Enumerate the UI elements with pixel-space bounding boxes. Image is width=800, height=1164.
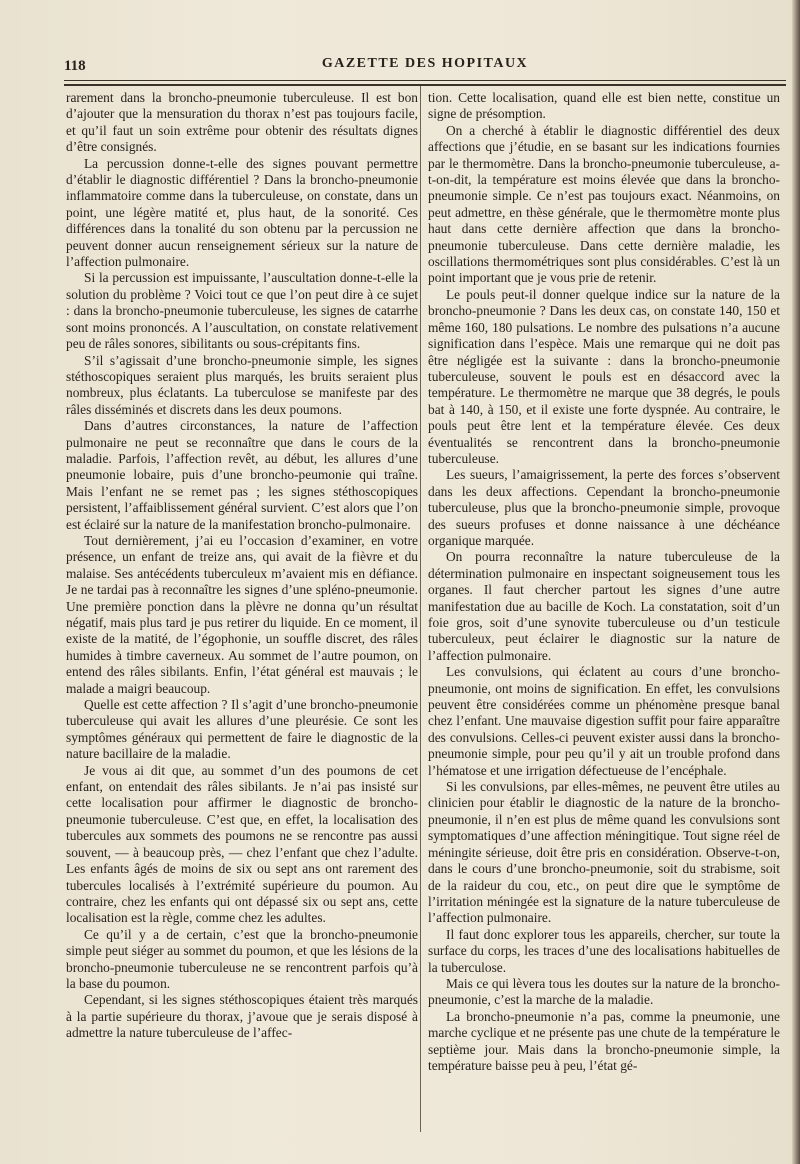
right-paragraph-5: On pourra reconnaître la nature tuberculeuse de la détermination pulmonaire en inspectant soigneusement tous les organes. Il faut chercher partout les signes d’une autre manifestation due au bacille de Koch. La constatation, soit d’un foie gros, soit d’une synovite tuberculeuse ou d’un testicule tuberculeux, peut éclairer le diagnostic sur la nature de l’affection pulmonaire. [428, 549, 780, 663]
left-paragraph-6: Tout dernièrement, j’ai eu l’occasion d’examiner, en votre présence, un enfant de treize ans, qui avait de la fièvre et du malaise. Ses antécédents tuberculeux m’avaient mis en défiance. Je ne tardai pas à reconnaître les signes d’une spléno-pneumonie. Une première ponction dans la plèvre ne donna qu’un résultat négatif, mais plus tard je pus retirer du liquide. En ce moment, il existe de la matité, de l’égophonie, un souffle discret, des râles humides à timbre caverneux. Au sommet de l’autre poumon, on entend des râles sibilants. Enfin, l’état général est mauvais ; le malade a maigri beaucoup. [66, 532, 418, 696]
left-column [66, 90, 418, 1130]
left-paragraph-1: rarement dans la broncho-pneumonie tuberculeuse. Il est bon d’ajouter que la mensuration du thorax n’est pas toujours facile, et qu’il faut un soin extrême pour obtenir des résultats dignes d’être consignés. [66, 90, 418, 155]
right-paragraph-10: La broncho-pneumonie n’a pas, comme la pneumonie, une marche cyclique et ne présente pas une chute de la température le septième jour. Mais dans la broncho-pneumonie simple, la température baisse peu à peu, l’état gé- [428, 1008, 780, 1073]
right-paragraph-8: Il faut donc explorer tous les appareils, chercher, sur toute la surface du corps, les traces d’une des localisations habituelles de la tuberculose. [428, 926, 780, 975]
left-paragraph-10: Cependant, si les signes stéthoscopiques étaient très marqués à la partie supérieure du thorax, j’avoue que je serais disposé à admettre la nature tuberculeuse de l’affec- [66, 992, 418, 1041]
right-paragraph-3: Le pouls peut-il donner quelque indice sur la nature de la broncho-pneumonie ? Dans les deux cas, on constate 140, 150 et même 160, 180 pulsations. Le nombre des pulsations n’a aucune signification dans l’espèce. Mais une remarque qui ne doit pas être négligée est la suivante : dans la broncho-pneumonie tuberculeuse, souvent le pouls est en désaccord avec la température. Le thermomètre ne marque que 38 degrés, le pouls bat à 140, à 150, et il existe une forte dyspnée. Au contraire, le pouls peut être lent et la température élevée. Ces deux éventualités se rencontrent dans la broncho-pneumonie tuberculeuse. [428, 286, 780, 466]
left-paragraph-8: Je vous ai dit que, au sommet d’un des poumons de cet enfant, on entendait des râles sibilants. Je n’ai pas insisté sur cette localisation pour affirmer le diagnostic de broncho-pneumonie tuberculeuse. C’est que, en effet, la localisation des tubercules aux sommets des poumons ne se rencontre pas aussi souvent, — à beaucoup près, — chez l’enfant que chez l’adulte. Les enfants âgés de moins de six ou sept ans ont rarement des tubercules localisés à l’extrémité supérieure du poumon. Au contraire, chez les enfants qui ont dépassé six ou sept ans, cette localisation est la règle, comme chez les adultes. [66, 762, 418, 926]
right-paragraph-1: tion. Cette localisation, quand elle est bien nette, constitue un signe de présomption. [428, 90, 780, 122]
right-paragraph-9: Mais ce qui lèvera tous les doutes sur la nature de la broncho-pneumonie, c’est la marche de la maladie. [428, 975, 780, 1008]
right-paragraph-7: Si les convulsions, par elles-mêmes, ne peuvent être utiles au clinicien pour établir le diagnostic de la nature de la broncho-pneumonie, il n’en est plus de même quand les convulsions sont symptomatiques d’une affection méningitique. Tout signe réel de méningite sérieuse, doit être pris en considération. Observe-t-on, dans le cours d’une broncho-pneumonie, soit du strabisme, soit de la raideur du cou, etc., on peut dire que le symptôme de l’irritation méningée est la signature de la nature tuberculeuse de l’affection pulmonaire. [428, 779, 780, 926]
right-paragraph-6: Les convulsions, qui éclatent au cours d’une broncho-pneumonie, ont moins de signification. En effet, les convulsions peuvent être considérées comme un phénomène presque banal chez l’enfant. Une mauvaise digestion suffit pour faire apparaître des convulsions. Celles-ci peuvent exister aussi dans la broncho-pneumonie simple, pour peu qu’il y ait un trouble profond dans l’hématose et une irrigation défectueuse de l’encéphale. [428, 664, 780, 778]
page-header [64, 54, 786, 78]
right-column [428, 90, 780, 1130]
right-paragraph-4: Les sueurs, l’amaigrissement, la perte des forces s’observent dans les deux affections. Cependant la broncho-pneumonie tuberculeuse, plus que la broncho-pneumonie simple, provoque des sueurs profuses et donne naissance à une déchéance organique marquée. [428, 467, 780, 548]
left-paragraph-7: Quelle est cette affection ? Il s’agit d’une broncho-pneumonie tuberculeuse qui avait les allures d’une pleurésie. Ce sont les symptômes généraux qui permettent de faire le diagnostic de la nature bacillaire de la maladie. [66, 697, 418, 762]
header-rule-thick [64, 84, 786, 86]
left-paragraph-9: Ce qu’il y a de certain, c’est que la broncho-pneumonie simple peut siéger au sommet du poumon, et que les lésions de la broncho-pneumonie tuberculeuse ne se rencontrent parfois qu’à la base du poumon. [66, 926, 418, 991]
left-paragraph-3: Si la percussion est impuissante, l’auscultation donne-t-elle la solution du problème ? Voici tout ce que l’on peut dire à ce sujet : dans la broncho-pneumonie tuberculeuse, les signes de catarrhe sont moins prononcés. A l’auscultation, on constate relativement peu de râles sonores, sibilitants ou sous-crépitants fins. [66, 270, 418, 352]
left-paragraph-2: La percussion donne-t-elle des signes pouvant permettre d’établir le diagnostic différentiel ? Dans la broncho-pneumonie inflammatoire comme dans la tuberculeuse, on constate, dans un point, une légère matité et, plus haut, de la sonorité. Ces différences dans la tonalité du son obtenu par la percussion ne peuvent donner aucun renseignement sérieux sur la nature de l’affection pulmonaire. [66, 155, 418, 270]
right-paragraph-2: On a cherché à établir le diagnostic différentiel des deux affections que j’étudie, en se basant sur les indications fournies par le thermomètre. Dans la broncho-pneumonie tuberculeuse, a-t-on-dit, la température est moins élevée que dans la broncho-pneumonie simple. Ce n’est pas toujours exact. Néanmoins, on peut admettre, en thèse générale, que le thermomètre monte plus haut dans cette dernière affection que dans la broncho-pneumonie tuberculeuse. Dans cette dernière maladie, les oscillations thermométriques sont plus considérables. C’est là un point important que je vous prie de retenir. [428, 122, 780, 286]
page-number: 118 [64, 58, 86, 74]
left-paragraph-4: S’il s’agissait d’une broncho-pneumonie simple, les signes stéthoscopiques seraient plus marqués, les bruits seraient plus nombreux, plus éclatants. La tuberculose se manifeste par des râles disséminés et discrets dans les deux poumons. [66, 352, 418, 417]
column-divider [420, 86, 421, 1132]
running-title: GAZETTE DES HOPITAUX [321, 56, 529, 71]
header-rule-thin [64, 80, 786, 81]
page-edge-shadow [792, 0, 800, 1164]
left-paragraph-5: Dans d’autres circonstances, la nature de l’affection pulmonaire ne peut se reconnaître que dans le cours de la maladie. Parfois, l’affection revêt, au début, les allures d’une pneumonie lobaire, puis d’une broncho-peumonie qui traîne. Mais l’enfant ne se remet pas ; les signes stéthoscopiques persistent, l’affaiblissement général survient. C’est alors que l’on est éclairé sur la nature de la manifestation broncho-pulmonaire. [66, 418, 418, 532]
